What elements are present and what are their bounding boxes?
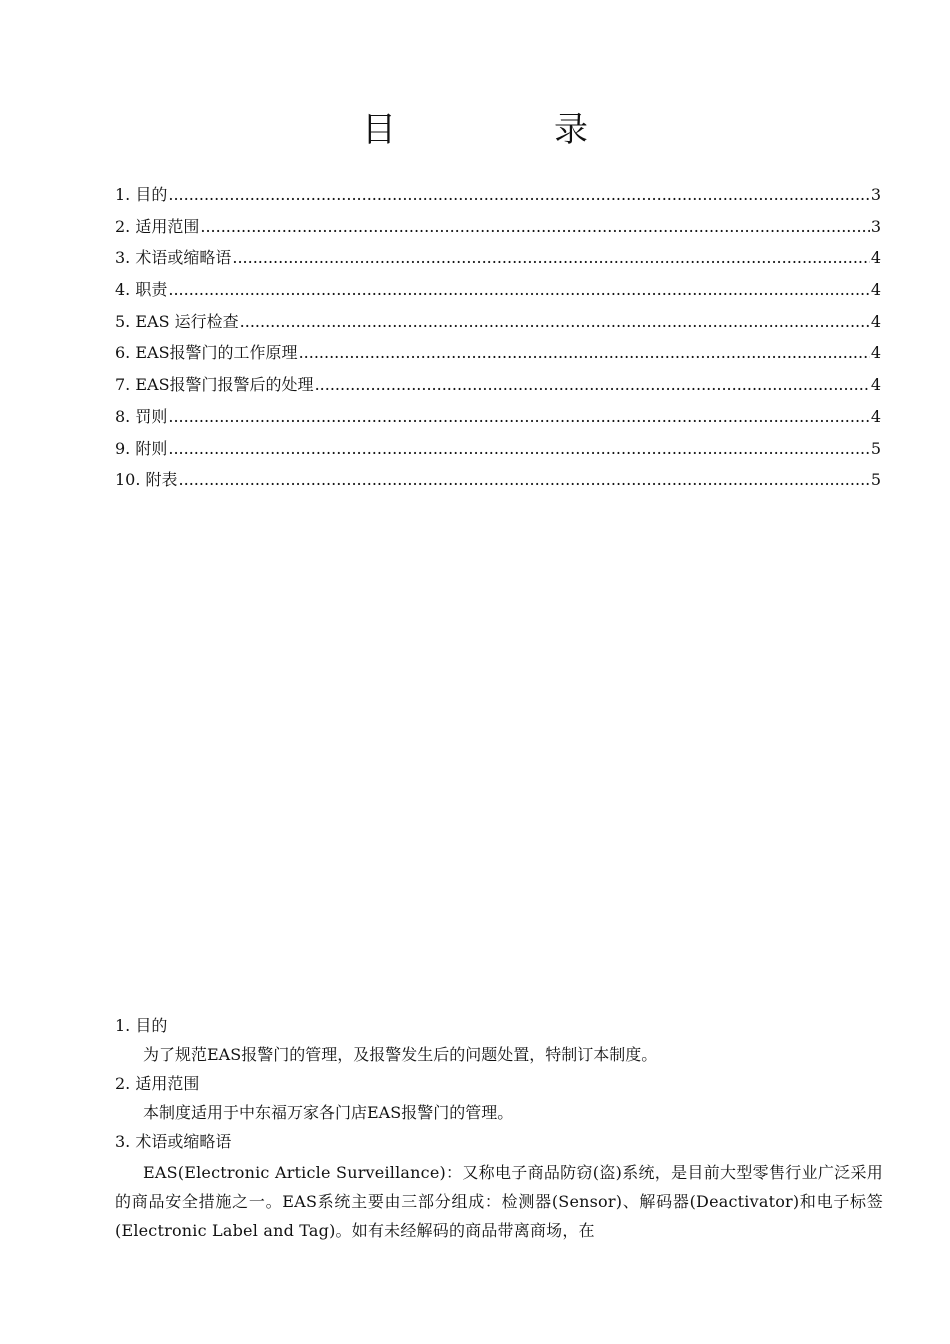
toc-entry[interactable] — [115, 437, 881, 469]
toc-entry-page: 4 — [870, 343, 881, 363]
toc-leader-dots — [168, 405, 869, 429]
toc-entry-label: 3. 术语或缩略语 — [115, 248, 232, 268]
section-paragraph: EAS(Electronic Article Surveillance)：又称电子商品防窃(盗)系统，是目前大型零售行业广泛采用的商品安全措施之一。EAS系统主要由三部分组成：检测器(Sensor)、解码器(Deactivator)和电子标签(Electronic Label and Tag)。如有未经解码的商品带离商场，在 — [115, 1163, 883, 1240]
toc-entry[interactable] — [115, 246, 881, 278]
section-heading: 3. 术语或缩略语 — [115, 1132, 232, 1151]
toc-leader-dots — [168, 278, 869, 302]
toc-title: 目 录 — [362, 110, 650, 150]
toc-entry[interactable] — [115, 310, 881, 342]
toc-entry[interactable] — [115, 183, 881, 215]
toc-entry-label: 6. EAS报警门的工作原理 — [115, 343, 298, 363]
toc-leader-dots — [240, 310, 870, 334]
toc-entry-page: 4 — [870, 311, 881, 331]
toc-entry-page: 5 — [870, 470, 881, 490]
toc-entry-label: 5. EAS 运行检查 — [115, 311, 239, 331]
toc-entry[interactable] — [115, 341, 881, 373]
toc-leader-dots — [168, 183, 869, 207]
toc-entry[interactable] — [115, 373, 881, 405]
toc-entry-label: 4. 职责 — [115, 280, 168, 300]
document-body — [115, 1013, 883, 1245]
toc-leader-dots — [200, 215, 869, 239]
toc-entry-label: 1. 目的 — [115, 185, 168, 204]
toc-leader-dots — [168, 437, 869, 461]
toc-entry[interactable] — [115, 405, 881, 437]
table-of-contents — [115, 183, 881, 500]
toc-entry-page: 4 — [870, 406, 881, 426]
toc-entry[interactable] — [115, 278, 881, 310]
toc-entry-label: 9. 附则 — [115, 438, 168, 458]
toc-leader-dots — [232, 246, 869, 270]
section-heading: 1. 目的 — [115, 1016, 168, 1035]
section-heading: 2. 适用范围 — [115, 1074, 200, 1093]
toc-leader-dots — [179, 468, 870, 492]
toc-entry-label: 8. 罚则 — [115, 406, 168, 426]
toc-entry[interactable] — [115, 468, 881, 500]
toc-entry-label: 10. 附表 — [115, 470, 178, 490]
toc-leader-dots — [299, 341, 870, 365]
toc-leader-dots — [315, 373, 870, 397]
toc-entry-label: 7. EAS报警门报警后的处理 — [115, 375, 314, 395]
toc-entry-page: 3 — [870, 216, 881, 236]
section-text: 本制度适用于中东福万家各门店EAS报警门的管理。 — [143, 1103, 514, 1122]
section-text: 为了规范EAS报警门的管理，及报警发生后的问题处置，特制订本制度。 — [143, 1045, 658, 1064]
toc-entry-page: 4 — [870, 375, 881, 395]
toc-entry-label: 2. 适用范围 — [115, 216, 200, 236]
toc-entry-page: 4 — [870, 248, 881, 268]
toc-entry[interactable] — [115, 215, 881, 247]
toc-entry-page: 5 — [870, 438, 881, 458]
toc-entry-page: 4 — [870, 280, 881, 300]
toc-entry-page: 3 — [870, 185, 881, 204]
